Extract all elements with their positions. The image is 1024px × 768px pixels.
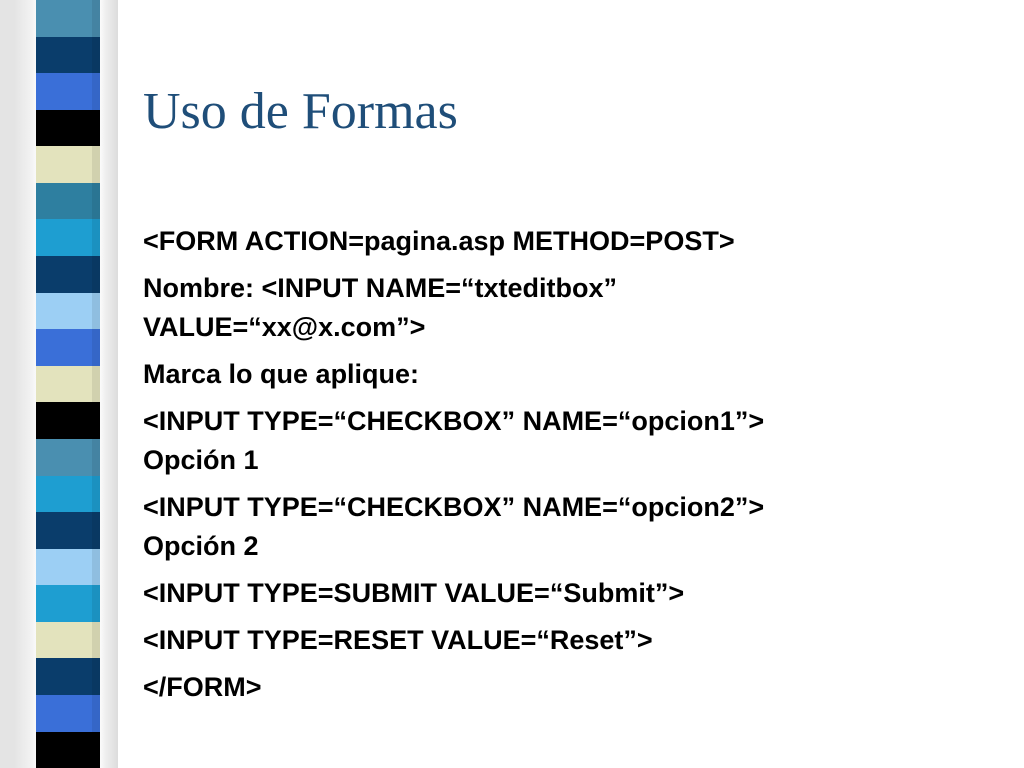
stripe-block xyxy=(36,585,100,622)
body-line: VALUE=“xx@x.com”> xyxy=(143,312,426,342)
decorative-stripe-edge xyxy=(92,0,100,768)
body-line: Opción 2 xyxy=(143,531,259,561)
stripe-block xyxy=(36,73,100,110)
body-line: Marca lo que aplique: xyxy=(143,359,420,389)
decorative-stripe xyxy=(36,0,100,768)
slide-body xyxy=(143,222,1003,715)
body-line: Nombre: <INPUT NAME=“txteditbox” xyxy=(143,273,618,303)
stripe-block xyxy=(36,366,100,403)
stripe-block xyxy=(36,549,100,586)
stripe-block xyxy=(36,402,100,439)
stripe-block xyxy=(36,622,100,659)
stripe-block xyxy=(36,658,100,695)
body-paragraph xyxy=(143,269,1003,347)
slide-title: Uso de Formas xyxy=(143,83,458,140)
stripe-block xyxy=(36,512,100,549)
stripe-block xyxy=(36,293,100,330)
stripe-block xyxy=(36,146,100,183)
stripe-block xyxy=(36,0,100,37)
stripe-block xyxy=(36,732,100,768)
stripe-block xyxy=(36,219,100,256)
body-line: </FORM> xyxy=(143,672,262,702)
body-line: <FORM ACTION=pagina.asp METHOD=POST> xyxy=(143,226,735,256)
stripe-block xyxy=(36,695,100,732)
stripe-block xyxy=(36,439,100,476)
stripe-block xyxy=(36,110,100,147)
body-paragraph xyxy=(143,574,1003,613)
body-paragraph xyxy=(143,621,1003,660)
body-line: Opción 1 xyxy=(143,445,259,475)
stripe-block xyxy=(36,329,100,366)
body-line: <INPUT TYPE=RESET VALUE=“Reset”> xyxy=(143,625,653,655)
stripe-block xyxy=(36,183,100,220)
body-paragraph xyxy=(143,668,1003,707)
body-line: <INPUT TYPE=“CHECKBOX” NAME=“opcion1”> xyxy=(143,406,765,436)
body-paragraph xyxy=(143,488,1003,566)
body-paragraph xyxy=(143,355,1003,394)
stripe-block xyxy=(36,256,100,293)
body-paragraph xyxy=(143,222,1003,261)
stripe-block xyxy=(36,476,100,513)
stripe-block xyxy=(36,37,100,74)
body-line: <INPUT TYPE=SUBMIT VALUE=“Submit”> xyxy=(143,578,685,608)
body-line: <INPUT TYPE=“CHECKBOX” NAME=“opcion2”> xyxy=(143,492,765,522)
body-paragraph xyxy=(143,402,1003,480)
